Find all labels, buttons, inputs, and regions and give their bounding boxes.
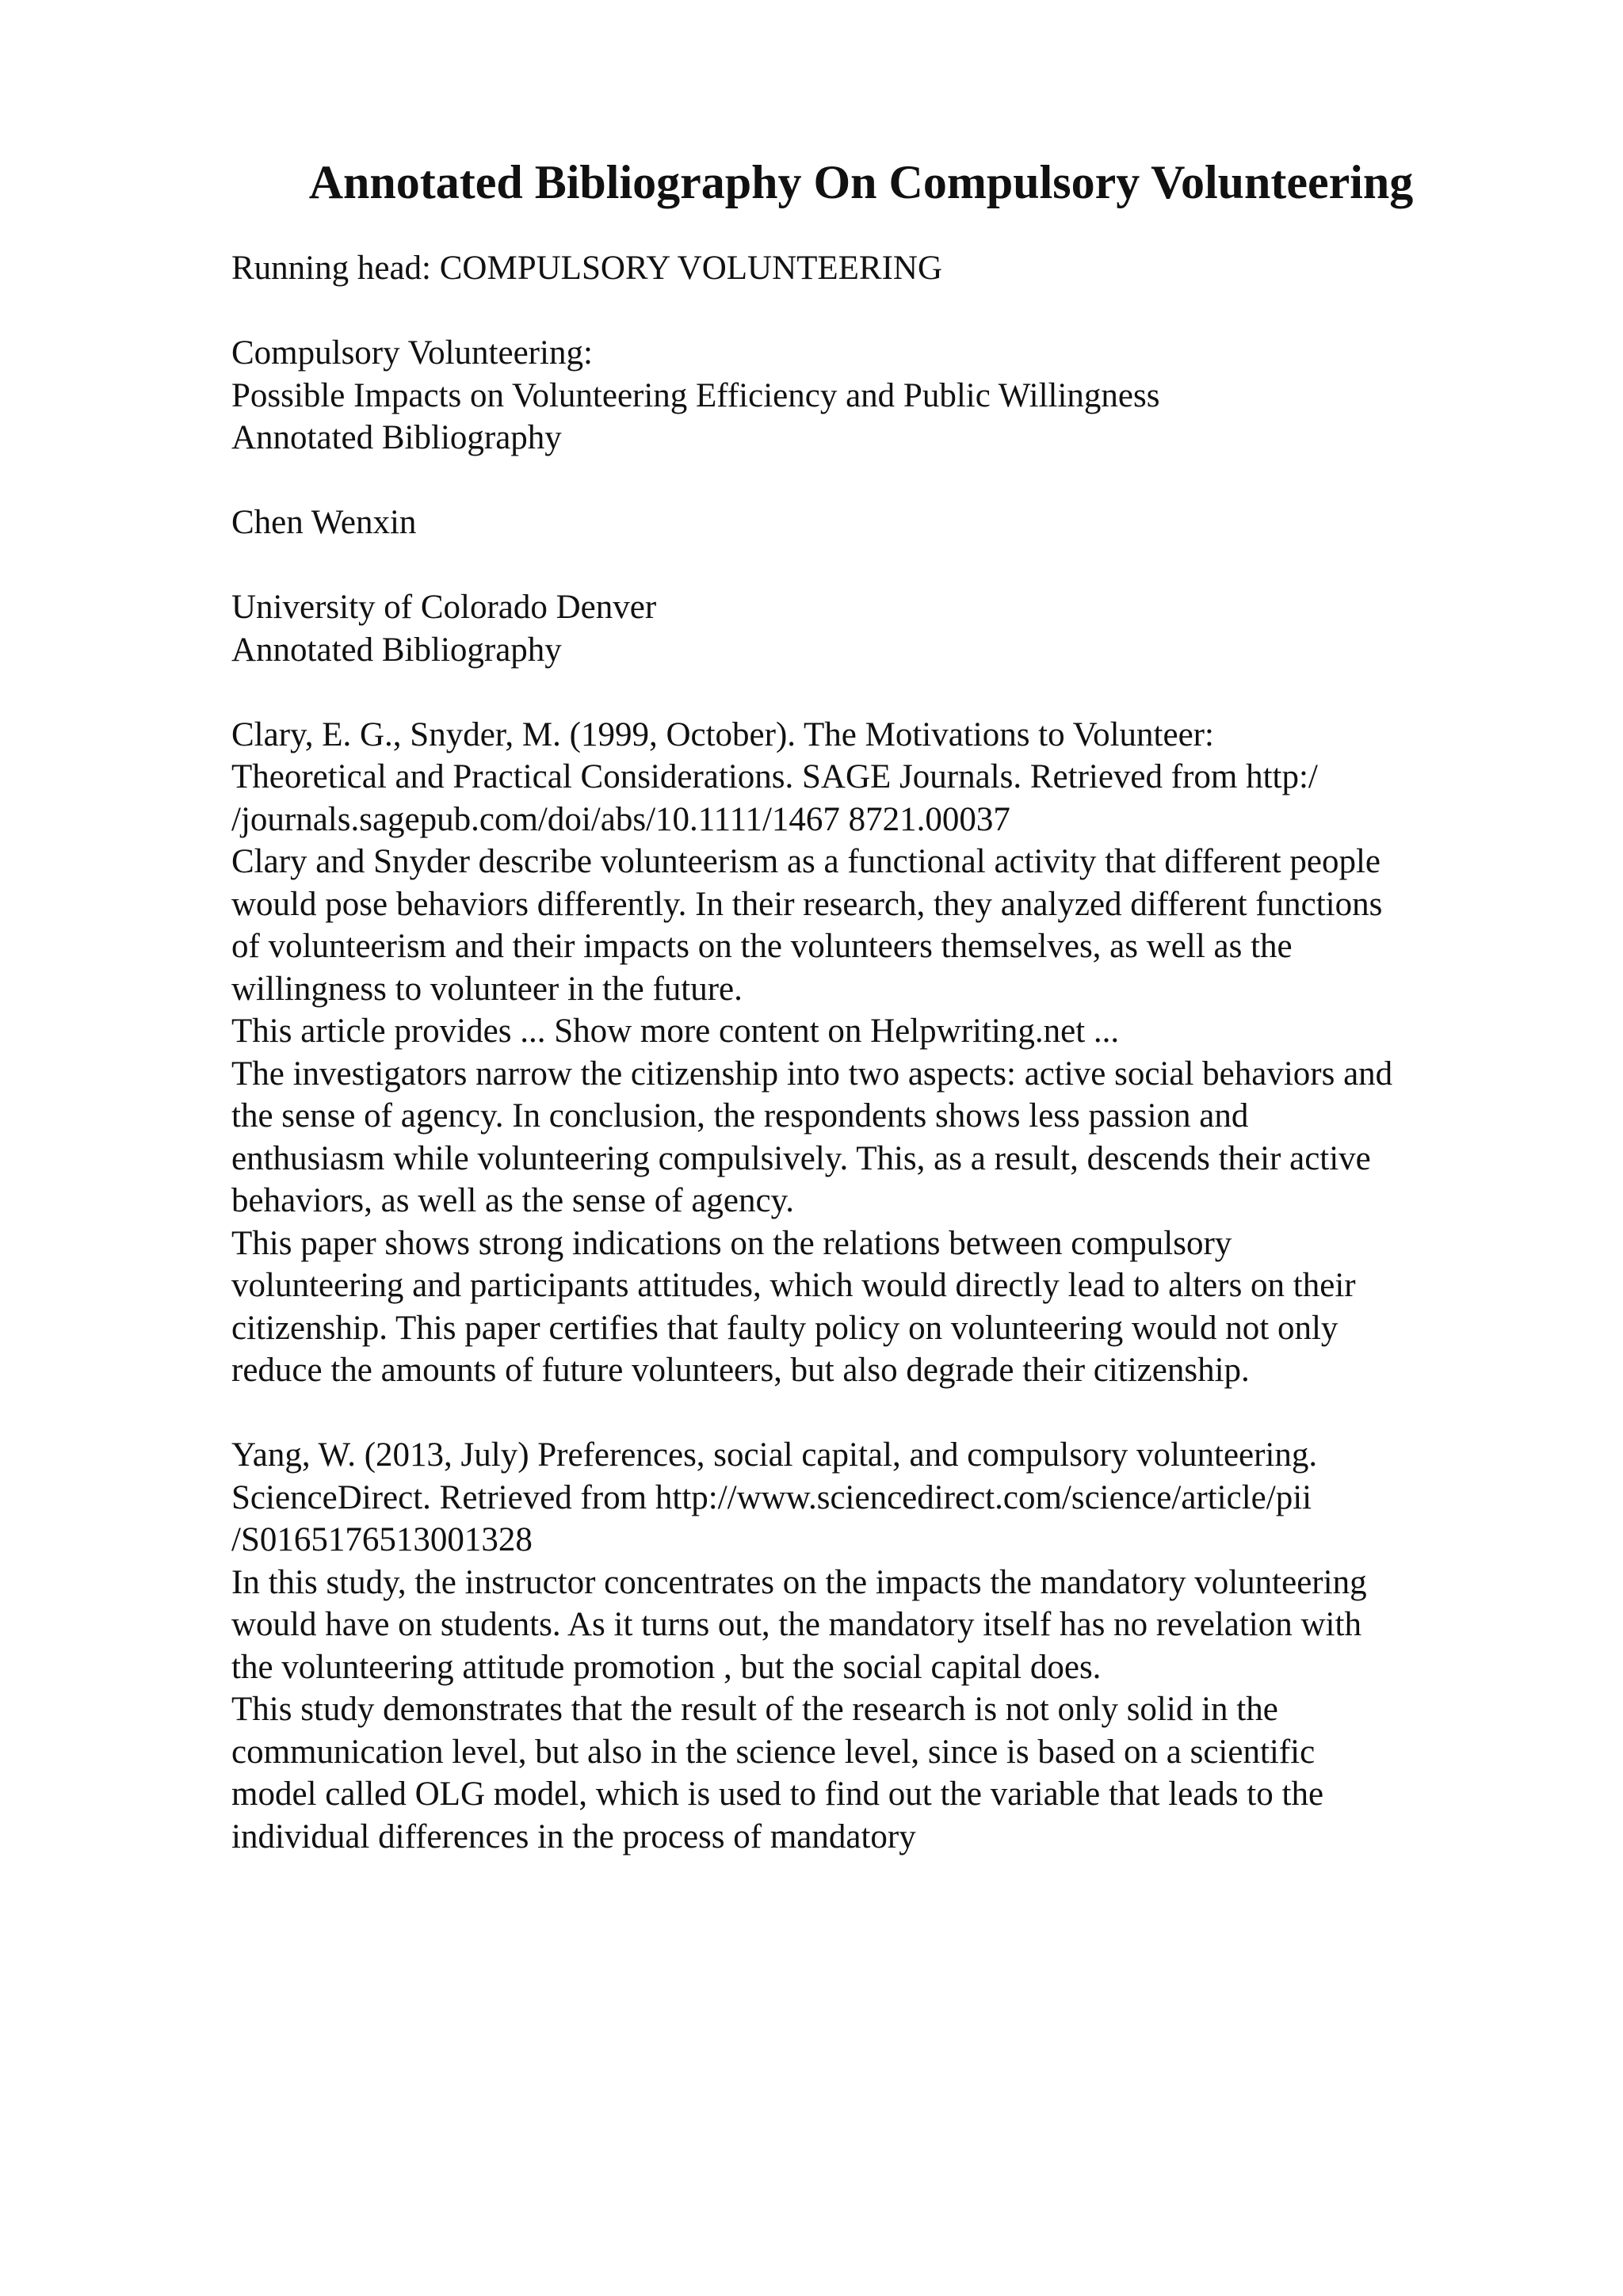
entry-line: the volunteering attitude promotion , but the social capital does. xyxy=(231,1648,1102,1686)
show-more-line: This article provides ... Show more content on Helpwriting.net ... xyxy=(231,1013,1120,1050)
paragraph-gap xyxy=(231,671,1515,714)
paragraph-gap xyxy=(231,1392,1515,1435)
bibliography-entry-clary xyxy=(231,714,1515,1392)
entry-line: behaviors, as well as the sense of agency. xyxy=(231,1182,795,1219)
entry-line: The investigators narrow the citizenship into two aspects: active social behaviors and xyxy=(231,1055,1393,1093)
title-block-line: Compulsory Volunteering: xyxy=(231,334,593,372)
affiliation-line: University of Colorado Denver xyxy=(231,589,657,626)
entry-line: would have on students. As it turns out, the mandatory itself has no revelation with xyxy=(231,1606,1361,1643)
document-title: Annotated Bibliography On Compulsory Volunteering xyxy=(308,156,1414,208)
entry-line: model called OLG model, which is used to find out the variable that leads to the xyxy=(231,1775,1324,1813)
entry-line: Yang, W. (2013, July) Preferences, social capital, and compulsory volunteering. xyxy=(231,1436,1318,1474)
entry-line: In this study, the instructor concentrates on the impacts the mandatory volunteering xyxy=(231,1563,1367,1601)
entry-line: enthusiasm while volunteering compulsively. This, as a result, descends their active xyxy=(231,1139,1371,1177)
entry-line: ScienceDirect. Retrieved from http://www.sciencedirect.com/science/article/pii xyxy=(231,1478,1312,1516)
entry-line: individual differences in the process of mandatory xyxy=(231,1817,916,1855)
entry-line: willingness to volunteer in the future. xyxy=(231,970,743,1008)
bibliography-entry-yang xyxy=(231,1434,1515,1858)
affiliation-line: Annotated Bibliography xyxy=(231,631,562,669)
affiliation-block xyxy=(231,586,1515,671)
entry-line: volunteering and participants attitudes, which would directly lead to alters on their xyxy=(231,1267,1356,1304)
entry-line: /S0165176513001328 xyxy=(231,1521,533,1558)
entry-line: /journals.sagepub.com/doi/abs/10.1111/1467 8721.00037 xyxy=(231,800,1010,838)
entry-line: Clary, E. G., Snyder, M. (1999, October). The Motivations to Volunteer: xyxy=(231,715,1214,753)
title-block xyxy=(231,332,1515,460)
author-name: Chen Wenxin xyxy=(231,504,417,541)
paragraph-gap xyxy=(231,544,1515,587)
entry-line: would pose behaviors differently. In their research, they analyzed different functions xyxy=(231,885,1383,923)
entry-line: citizenship. This paper certifies that faulty policy on volunteering would not only xyxy=(231,1309,1338,1347)
title-block-line: Annotated Bibliography xyxy=(231,419,562,456)
entry-line: Theoretical and Practical Considerations. SAGE Journals. Retrieved from http:/ xyxy=(231,758,1318,795)
running-head: Running head: COMPULSORY VOLUNTEERING xyxy=(231,250,943,287)
title-block-line: Possible Impacts on Volunteering Efficiency and Public Willingness xyxy=(231,376,1160,414)
entry-line: This paper shows strong indications on the relations between compulsory xyxy=(231,1224,1232,1262)
entry-line: the sense of agency. In conclusion, the respondents shows less passion and xyxy=(231,1097,1249,1135)
entry-line: reduce the amounts of future volunteers, but also degrade their citizenship. xyxy=(231,1352,1250,1389)
paragraph-gap xyxy=(231,290,1515,333)
entry-line: Clary and Snyder describe volunteerism as a functional activity that different people xyxy=(231,843,1381,880)
entry-line: communication level, but also in the science level, since is based on a scientific xyxy=(231,1733,1316,1771)
document-body xyxy=(231,247,1515,1858)
entry-line: This study demonstrates that the result of the research is not only solid in the xyxy=(231,1691,1278,1728)
entry-line: of volunteerism and their impacts on the volunteers themselves, as well as the xyxy=(231,928,1293,965)
paragraph-gap xyxy=(231,460,1515,502)
